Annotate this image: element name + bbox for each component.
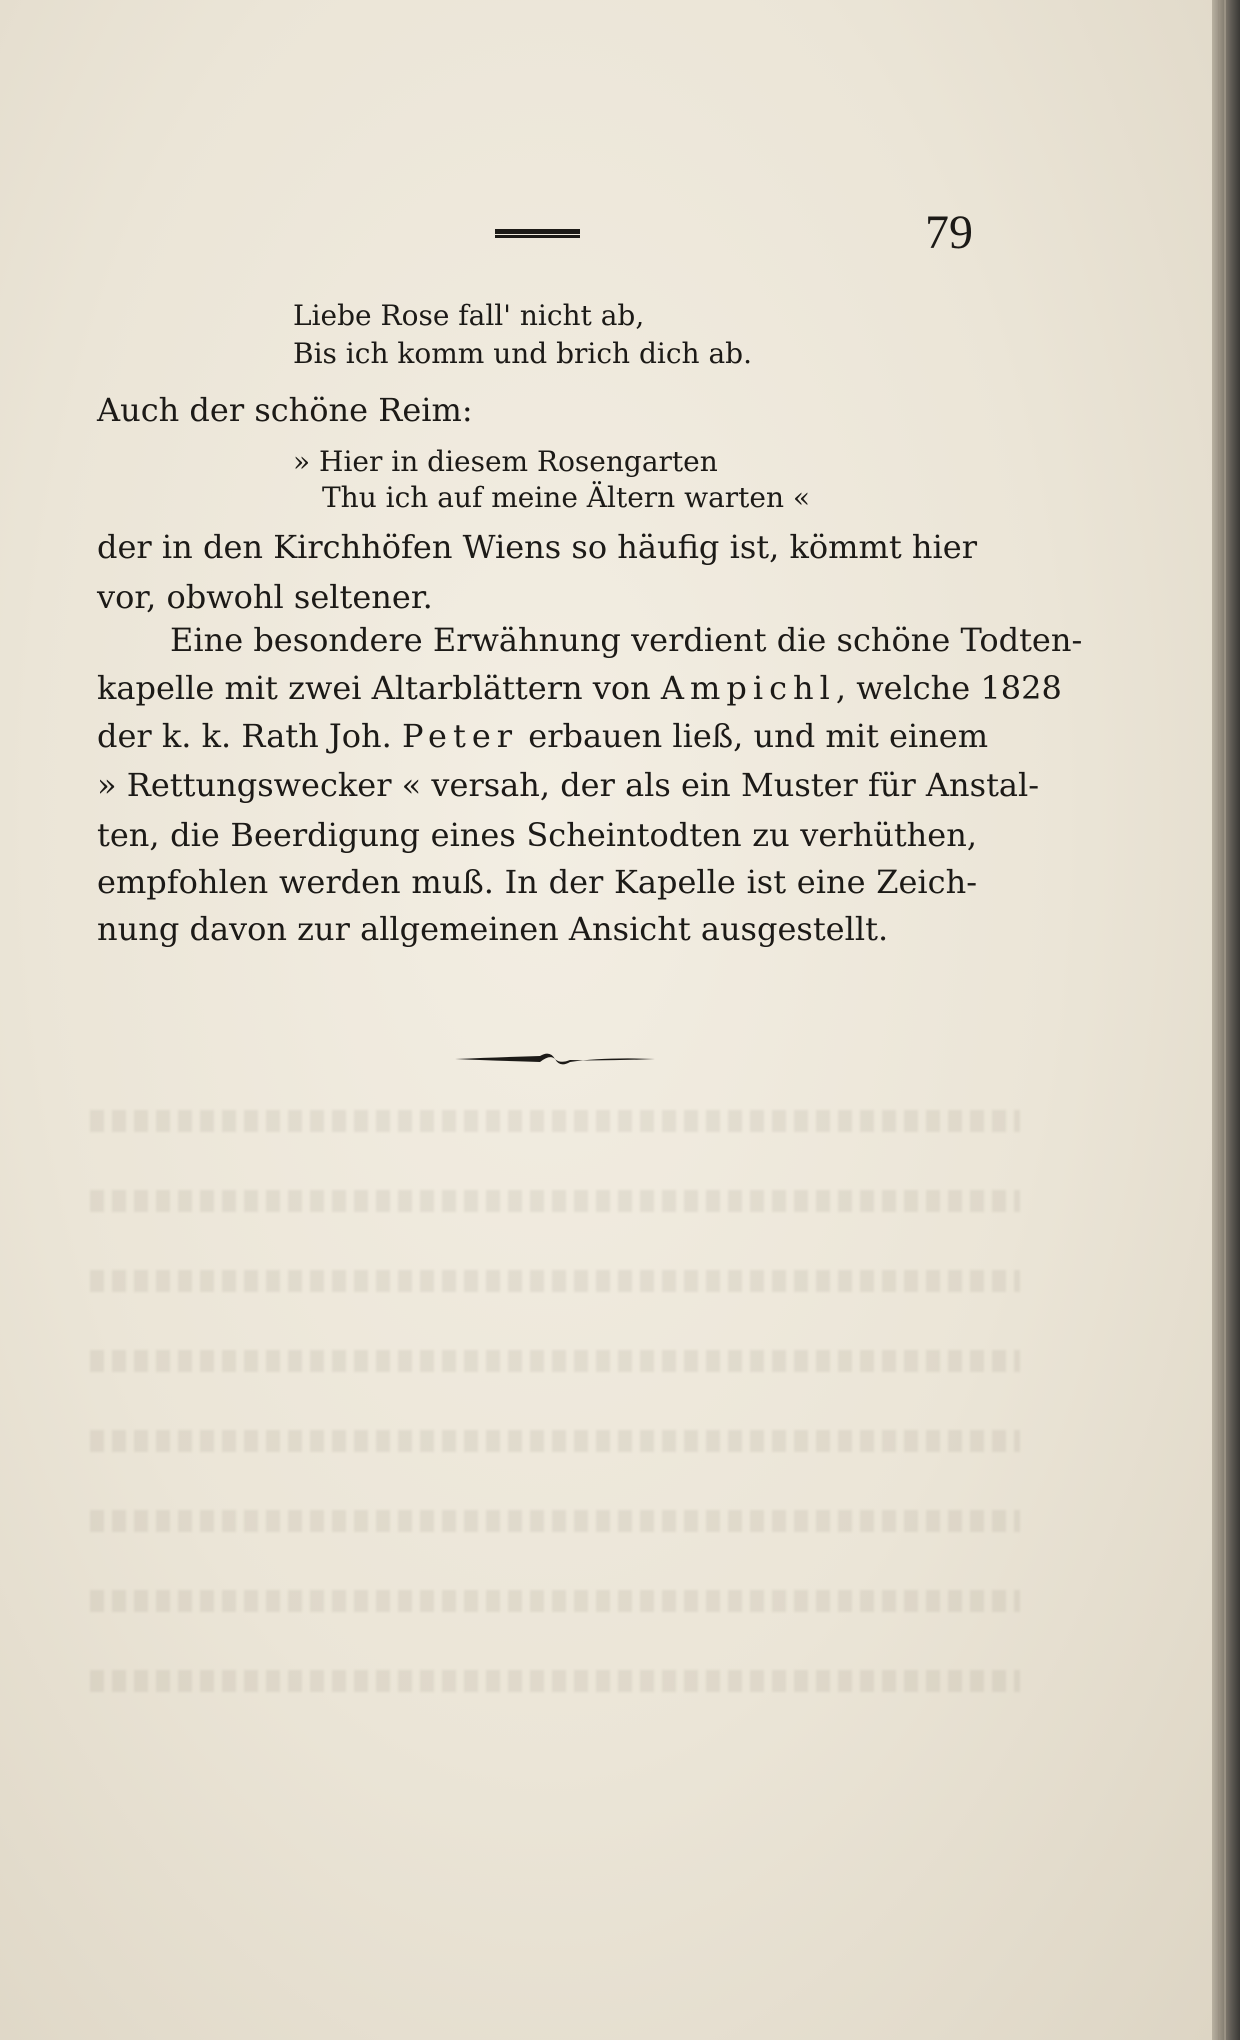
show-through-text <box>90 1670 1020 1692</box>
founder-name: Peter <box>401 717 519 755</box>
verse2-line2: Thu ich auf meine Ältern warten « <box>322 481 811 514</box>
paragraph2-line2-start: kapelle mit zwei Altarblättern von <box>97 669 651 707</box>
show-through-text <box>90 1270 1020 1292</box>
show-through-text <box>90 1110 1020 1132</box>
paragraph2-line7: nung davon zur allgemeinen Ansicht ausgestellt. <box>97 910 889 948</box>
show-through-text <box>90 1590 1020 1612</box>
paragraph1-line2: vor, obwohl seltener. <box>97 578 433 616</box>
show-through-text <box>90 1510 1020 1532</box>
paragraph2-line2 <box>97 668 1062 708</box>
paragraph2-line2-end: , welche 1828 <box>835 669 1062 707</box>
ornament-divider-icon <box>455 1044 655 1074</box>
page-number: 79 <box>925 206 973 259</box>
header-rule <box>495 229 580 238</box>
paragraph2-line1: Eine besondere Erwähnung verdient die schöne Todten- <box>170 621 1083 659</box>
verse1-line2: Bis ich komm und brich dich ab. <box>293 337 752 370</box>
paragraph2-line5: ten, die Beerdigung eines Scheintodten zu verhüthen, <box>97 816 977 854</box>
verse2-line1: » Hier in diesem Rosengarten <box>293 445 718 478</box>
verse1-line1: Liebe Rose fall' nicht ab, <box>293 299 645 332</box>
painter-name: Ampichl <box>660 669 836 707</box>
paragraph2-line4: » Rettungswecker « versah, der als ein Muster für Anstal- <box>97 766 1040 804</box>
paragraph2-line3-end: erbauen ließ, und mit einem <box>528 717 989 755</box>
paragraph2-line3-start: der k. k. Rath Joh. <box>97 717 392 755</box>
show-through-text <box>90 1190 1020 1212</box>
paragraph2-line6: empfohlen werden muß. In der Kapelle ist eine Zeich- <box>97 863 977 901</box>
show-through-text <box>90 1430 1020 1452</box>
page-edge <box>1212 0 1240 2040</box>
paragraph2-line3 <box>97 716 989 756</box>
intro-line: Auch der schöne Reim: <box>97 391 473 429</box>
show-through-text <box>90 1350 1020 1372</box>
paragraph1-line1: der in den Kirchhöfen Wiens so häufig ist, kömmt hier <box>97 528 977 566</box>
